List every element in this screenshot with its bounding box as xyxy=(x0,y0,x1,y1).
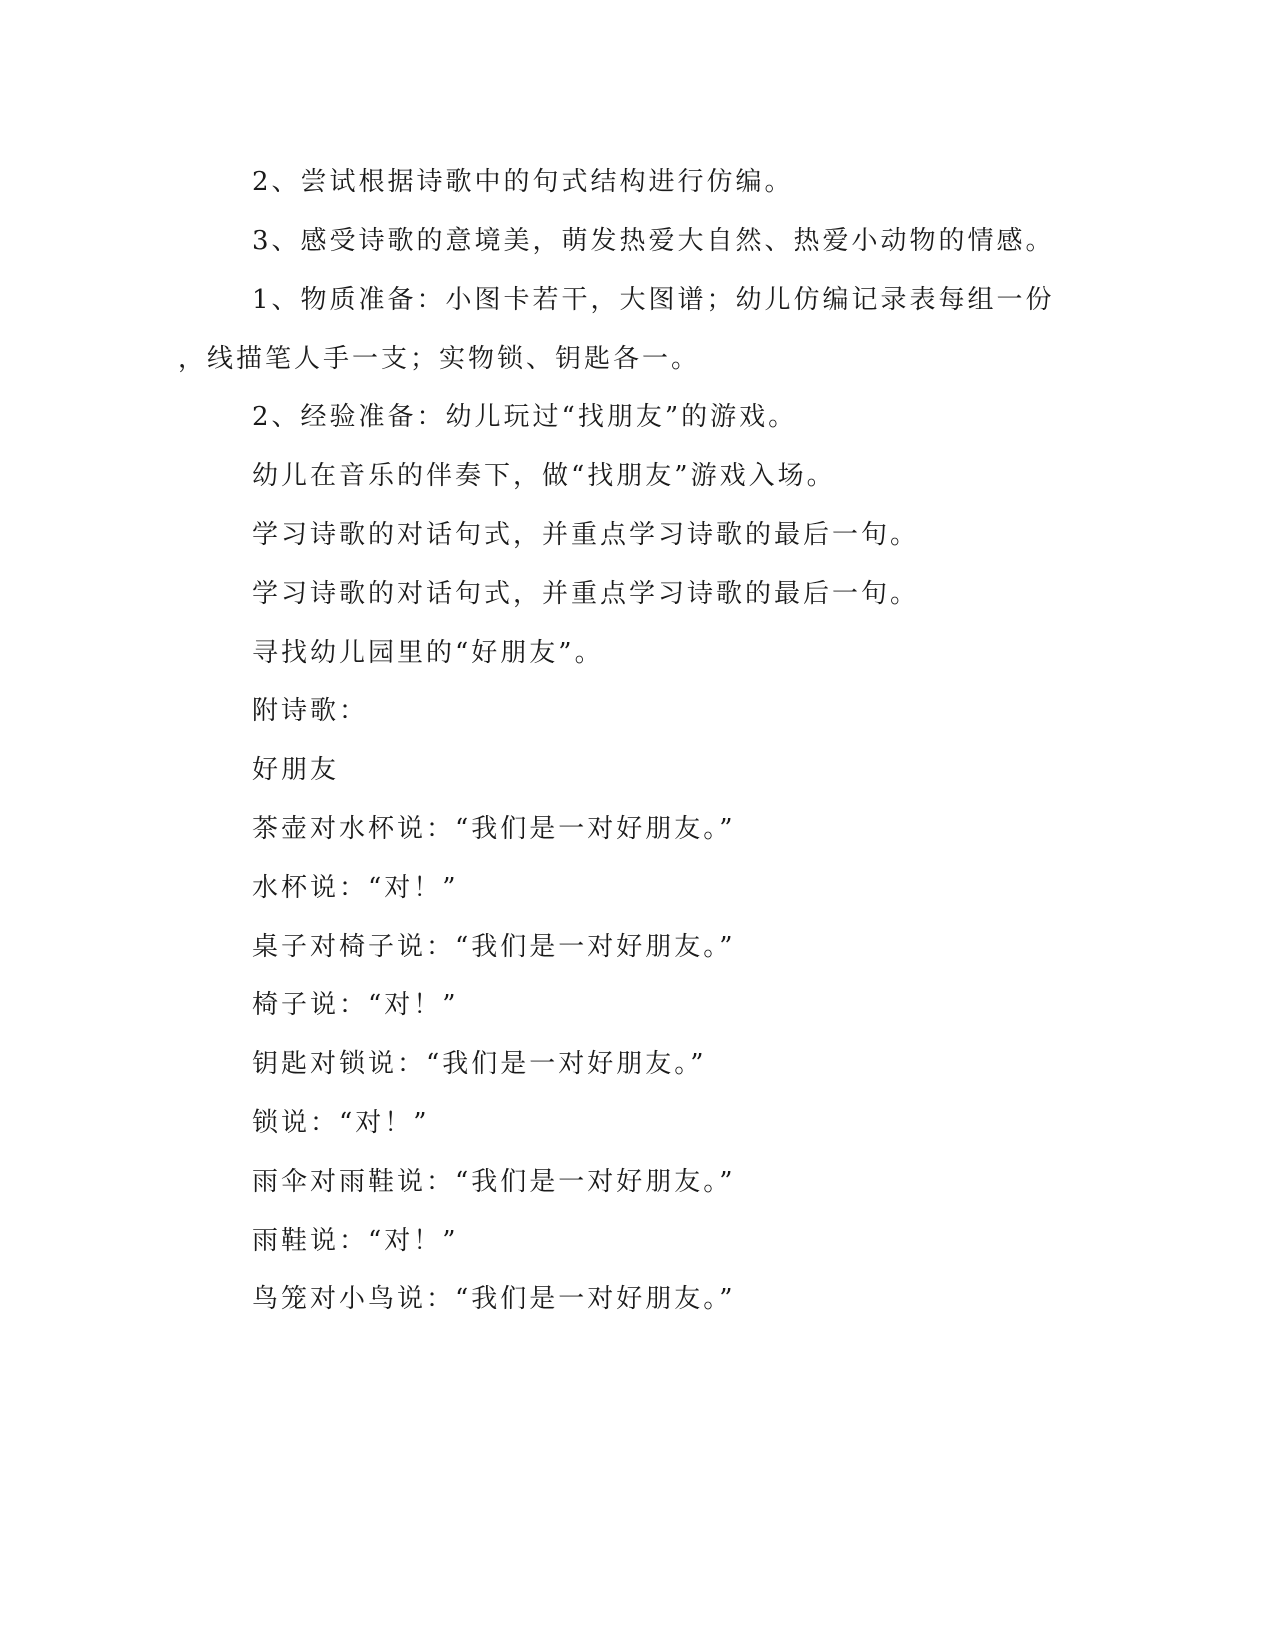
poem-line: 茶壶对水杯说：“我们是一对好朋友。” xyxy=(252,814,736,844)
paragraph-material-prep-continued: ，线描笔人手一支；实物锁、钥匙各一。 xyxy=(178,344,701,374)
paragraph-activity-learn-2: 学习诗歌的对话句式，并重点学习诗歌的最后一句。 xyxy=(252,579,920,609)
poem-line: 椅子说：“对！” xyxy=(252,990,459,1020)
paragraph-experience-prep: 2、经验准备：幼儿玩过“找朋友”的游戏。 xyxy=(252,402,798,432)
poem-appendix-label: 附诗歌： xyxy=(252,696,369,726)
paragraph-material-prep: 1、物质准备：小图卡若干，大图谱；幼儿仿编记录表每组一份 xyxy=(252,285,1055,315)
poem-line: 水杯说：“对！” xyxy=(252,873,459,903)
paragraph-activity-find-friends: 寻找幼儿园里的“好朋友”。 xyxy=(252,638,604,668)
poem-line: 雨伞对雨鞋说：“我们是一对好朋友。” xyxy=(252,1167,736,1197)
paragraph-activity-learn-1: 学习诗歌的对话句式，并重点学习诗歌的最后一句。 xyxy=(252,520,920,550)
paragraph-goal-3: 3、感受诗歌的意境美，萌发热爱大自然、热爱小动物的情感。 xyxy=(252,226,1055,256)
poem-line: 鸟笼对小鸟说：“我们是一对好朋友。” xyxy=(252,1284,736,1314)
poem-line: 锁说：“对！” xyxy=(252,1108,430,1138)
poem-title: 好朋友 xyxy=(252,755,340,785)
poem-line: 钥匙对锁说：“我们是一对好朋友。” xyxy=(252,1049,707,1079)
poem-line: 桌子对椅子说：“我们是一对好朋友。” xyxy=(252,932,736,962)
paragraph-activity-entry: 幼儿在音乐的伴奏下，做“找朋友”游戏入场。 xyxy=(252,461,836,491)
paragraph-goal-2: 2、尝试根据诗歌中的句式结构进行仿编。 xyxy=(252,167,794,197)
poem-line: 雨鞋说：“对！” xyxy=(252,1226,459,1256)
